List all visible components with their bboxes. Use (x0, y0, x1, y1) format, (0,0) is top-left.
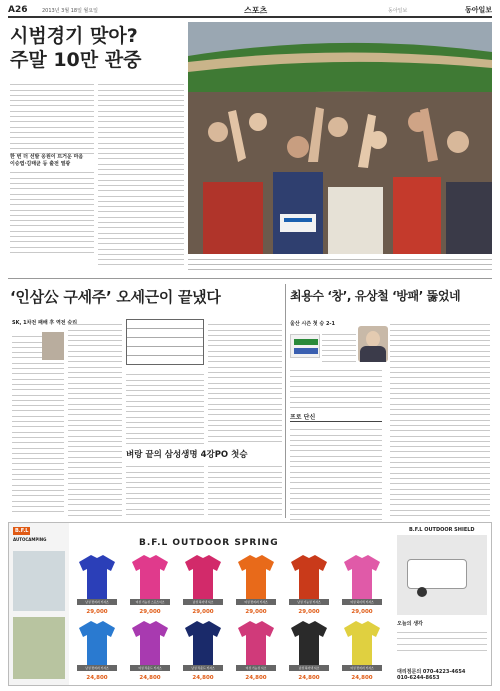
page-header (8, 4, 492, 18)
product-price: 29,000 (298, 609, 320, 615)
story3-headline: 최용수 ‘창’, 유상철 ‘방패’ 뚫었네 (290, 289, 461, 303)
product-item (124, 617, 176, 685)
ad-phone-block (397, 669, 465, 681)
shirt-icon (183, 553, 223, 601)
product-item (71, 551, 123, 619)
product-price: 24,800 (86, 675, 108, 681)
product-name: 남성 하이넥 셔츠 (183, 599, 223, 605)
shirt-icon (342, 553, 382, 601)
story3-text-col0 (322, 330, 356, 366)
shirt-icon (130, 619, 170, 667)
crowd-photo-illustration (188, 22, 492, 254)
product-name: 남성 기능성 티셔츠 (289, 599, 329, 605)
product-price: 24,800 (192, 675, 214, 681)
product-price: 24,800 (351, 675, 373, 681)
product-name: 여성 하이넥 티셔츠 (342, 599, 382, 605)
issue-date: 2013년 3월 18일 월요일 (42, 8, 99, 14)
ad-autocamping-tag: AUTOCAMPING (13, 537, 47, 542)
shirt-icon (289, 619, 329, 667)
sports-brief-text (290, 425, 382, 525)
product-item (283, 551, 335, 619)
story2-text-col3 (126, 370, 204, 446)
product-price: 29,000 (245, 609, 267, 615)
product-price: 24,800 (139, 675, 161, 681)
ad-phone-1: 대리점문의 070-4223-4654 (397, 669, 466, 675)
product-name: 여성 라운드 티셔츠 (130, 665, 170, 671)
ad-title: B.F.L OUTDOOR SPRING (139, 538, 279, 548)
product-price: 24,800 (298, 675, 320, 681)
ad-left-panel (9, 523, 69, 685)
product-name: 여성 기능성 셔츠 (236, 665, 276, 671)
story2-text-col1 (12, 332, 64, 518)
outdoor-clothing-ad (8, 522, 492, 686)
ad-right-sub: 오늘의 생각 (397, 621, 423, 627)
ad-brand-logo: B.F.L (15, 528, 29, 534)
ad-right-text (397, 629, 487, 665)
product-item (124, 551, 176, 619)
shirt-icon (77, 553, 117, 601)
league-logo (290, 334, 320, 358)
story2-subhead: SK, 1차전 패배 후 역전 승리 (12, 320, 78, 326)
product-name: 남성 반지퍼 티셔츠 (77, 599, 117, 605)
player-photo (42, 332, 64, 360)
story1-subhead2: 이승엽·김태균 등 출전 열광 (10, 161, 71, 168)
story2-text-col5 (126, 462, 204, 518)
product-price: 29,000 (86, 609, 108, 615)
product-name: 남성 하이넥 셔츠 (289, 665, 329, 671)
story1-headline (10, 24, 190, 72)
story3-text-col2 (390, 320, 490, 518)
product-name: 여성 반지퍼 티셔츠 (236, 599, 276, 605)
story1-subhead1: 한 번 더 선발 응원이 뜨거운 마음 (10, 154, 84, 161)
shirt-icon (130, 553, 170, 601)
story1-headline-line2: 주말 10만 관중 (10, 49, 142, 71)
camping-photo (13, 551, 65, 611)
product-item (336, 551, 388, 619)
photo-caption (188, 256, 492, 272)
product-name: 남성 반지퍼 티셔츠 (77, 665, 117, 671)
shirt-icon (342, 619, 382, 667)
horizontal-divider (8, 278, 492, 279)
coach-photo (358, 326, 388, 362)
story1-text-col1 (10, 80, 94, 270)
section-title: 스포츠 (244, 6, 268, 15)
shirt-icon (236, 619, 276, 667)
sports-brief-box (290, 412, 382, 520)
product-item (230, 551, 282, 619)
product-name: 남성 라운드 티셔츠 (183, 665, 223, 671)
page-number: A26 (8, 5, 28, 15)
product-item (71, 617, 123, 685)
stadium-crowd-photo (188, 22, 492, 254)
sports-brief-title: 프로 단신 (290, 412, 382, 422)
story2-midhead: 벼랑 끝의 삼성생명 4강PO 첫승 (126, 450, 248, 460)
story1-headline-line1: 시범경기 맞아? (10, 25, 138, 47)
shirt-icon (183, 619, 223, 667)
product-name: 여성 기능성 스포츠셔츠 (130, 599, 170, 605)
story2-text-col2 (68, 320, 122, 518)
ad-right-header: B.F.L OUTDOOR SHIELD (409, 527, 475, 533)
score-table (126, 319, 204, 365)
story3-subhead: 울산 시즌 첫 승 2-1 (290, 321, 335, 327)
header-ad-text: 동아일보 (388, 8, 408, 14)
story2-text-col6 (208, 462, 282, 518)
story1-text-col2 (98, 80, 184, 270)
product-price: 24,800 (245, 675, 267, 681)
product-item (177, 617, 229, 685)
story3-text-col1 (290, 366, 382, 410)
shirt-icon (289, 553, 329, 601)
product-price: 29,000 (139, 609, 161, 615)
shirt-icon (236, 553, 276, 601)
product-item (230, 617, 282, 685)
product-item (336, 617, 388, 685)
product-item (283, 617, 335, 685)
shirt-icon (77, 619, 117, 667)
trailer-photo (397, 535, 487, 615)
story2-headline: ‘인삼公 구세주’ 오세근이 끝냈다 (10, 288, 221, 306)
ad-right-panel (393, 523, 491, 685)
product-price: 29,000 (192, 609, 214, 615)
product-price: 29,000 (351, 609, 373, 615)
vertical-divider (285, 284, 286, 518)
newspaper-name: 동아일보 (464, 6, 492, 14)
ad-phone-2: 010-6244-8653 (397, 675, 440, 681)
product-item (177, 551, 229, 619)
story2-text-col4 (208, 320, 282, 446)
product-name: 여성 반지퍼 티셔츠 (342, 665, 382, 671)
camping-photo-2 (13, 617, 65, 679)
